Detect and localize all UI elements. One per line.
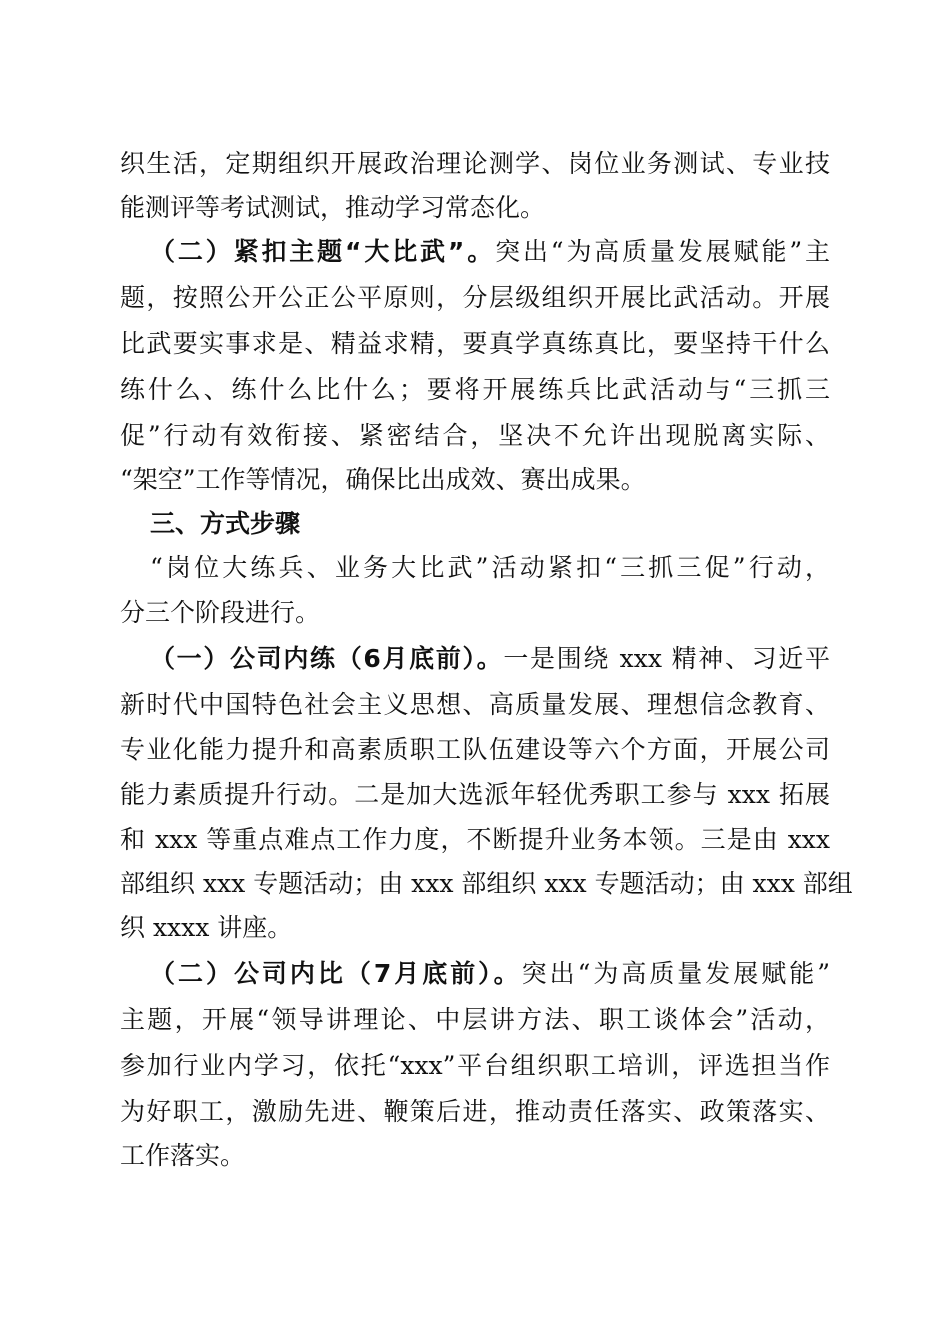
paragraph-line: “岗位大练兵、业务大比武”活动紧扣“三抓三促”行动， xyxy=(150,553,831,582)
paragraph-line: 比武要实事求是、精益求精，要真学真练真比，要坚持干什么 xyxy=(120,329,830,358)
paragraph-line: 能测评等考试测试，推动学习常态化。 xyxy=(120,193,546,222)
paragraph-first-line xyxy=(150,955,830,993)
paragraph-line: 织 xxxx 讲座。 xyxy=(120,913,293,942)
paragraph-text: 一是围绕 xxx 精神、习近平 xyxy=(503,644,830,673)
subheading-lead: （一）公司内练（6月底前）。 xyxy=(150,644,504,673)
subheading-lead: （二）公司内比（7月底前）。 xyxy=(150,959,522,988)
paragraph-line: “架空”工作等情况，确保比出成效、赛出成果。 xyxy=(120,465,646,494)
paragraph-first-line xyxy=(150,233,830,271)
paragraph-line: 练什么、练什么比什么；要将开展练兵比武活动与“三抓三 xyxy=(120,375,830,404)
paragraph-line: 分三个阶段进行。 xyxy=(120,598,321,627)
subheading-lead: （二）紧扣主题“大比武”。 xyxy=(150,237,496,266)
paragraph-line: 新时代中国特色社会主义思想、高质量发展、理想信念教育、 xyxy=(120,690,830,719)
paragraph-line: 和 xxx 等重点难点工作力度，不断提升业务本领。三是由 xxx xyxy=(120,825,830,854)
paragraph-line: 为好职工，激励先进、鞭策后进，推动责任落实、政策落实、 xyxy=(120,1097,830,1126)
paragraph-text: 突出“为高质量发展赋能” xyxy=(521,959,830,988)
paragraph-first-line xyxy=(150,640,830,678)
paragraph-line: 专业化能力提升和高素质职工队伍建设等六个方面，开展公司 xyxy=(120,735,830,764)
paragraph-line: 主题，开展“领导讲理论、中层讲方法、职工谈体会”活动， xyxy=(120,1005,830,1034)
paragraph-line: 题，按照公开公正公平原则，分层级组织开展比武活动。开展 xyxy=(120,283,830,312)
section-heading: 三、方式步骤 xyxy=(150,509,301,538)
paragraph-line: 促”行动有效衔接、紧密结合，坚决不允许出现脱离实际、 xyxy=(120,421,830,450)
paragraph-line: 参加行业内学习，依托“xxx”平台组织职工培训，评选担当作 xyxy=(120,1051,830,1080)
paragraph-line: 织生活，定期组织开展政治理论测学、岗位业务测试、专业技 xyxy=(120,149,830,178)
paragraph-line: 能力素质提升行动。二是加大选派年轻优秀职工参与 xxx 拓展 xyxy=(120,780,830,809)
paragraph-line: 工作落实。 xyxy=(120,1141,246,1170)
paragraph-text: 突出“为高质量发展赋能”主 xyxy=(495,237,830,266)
paragraph-line: 部组织 xxx 专题活动；由 xxx 部组织 xxx 专题活动；由 xxx 部组 xyxy=(120,869,853,898)
